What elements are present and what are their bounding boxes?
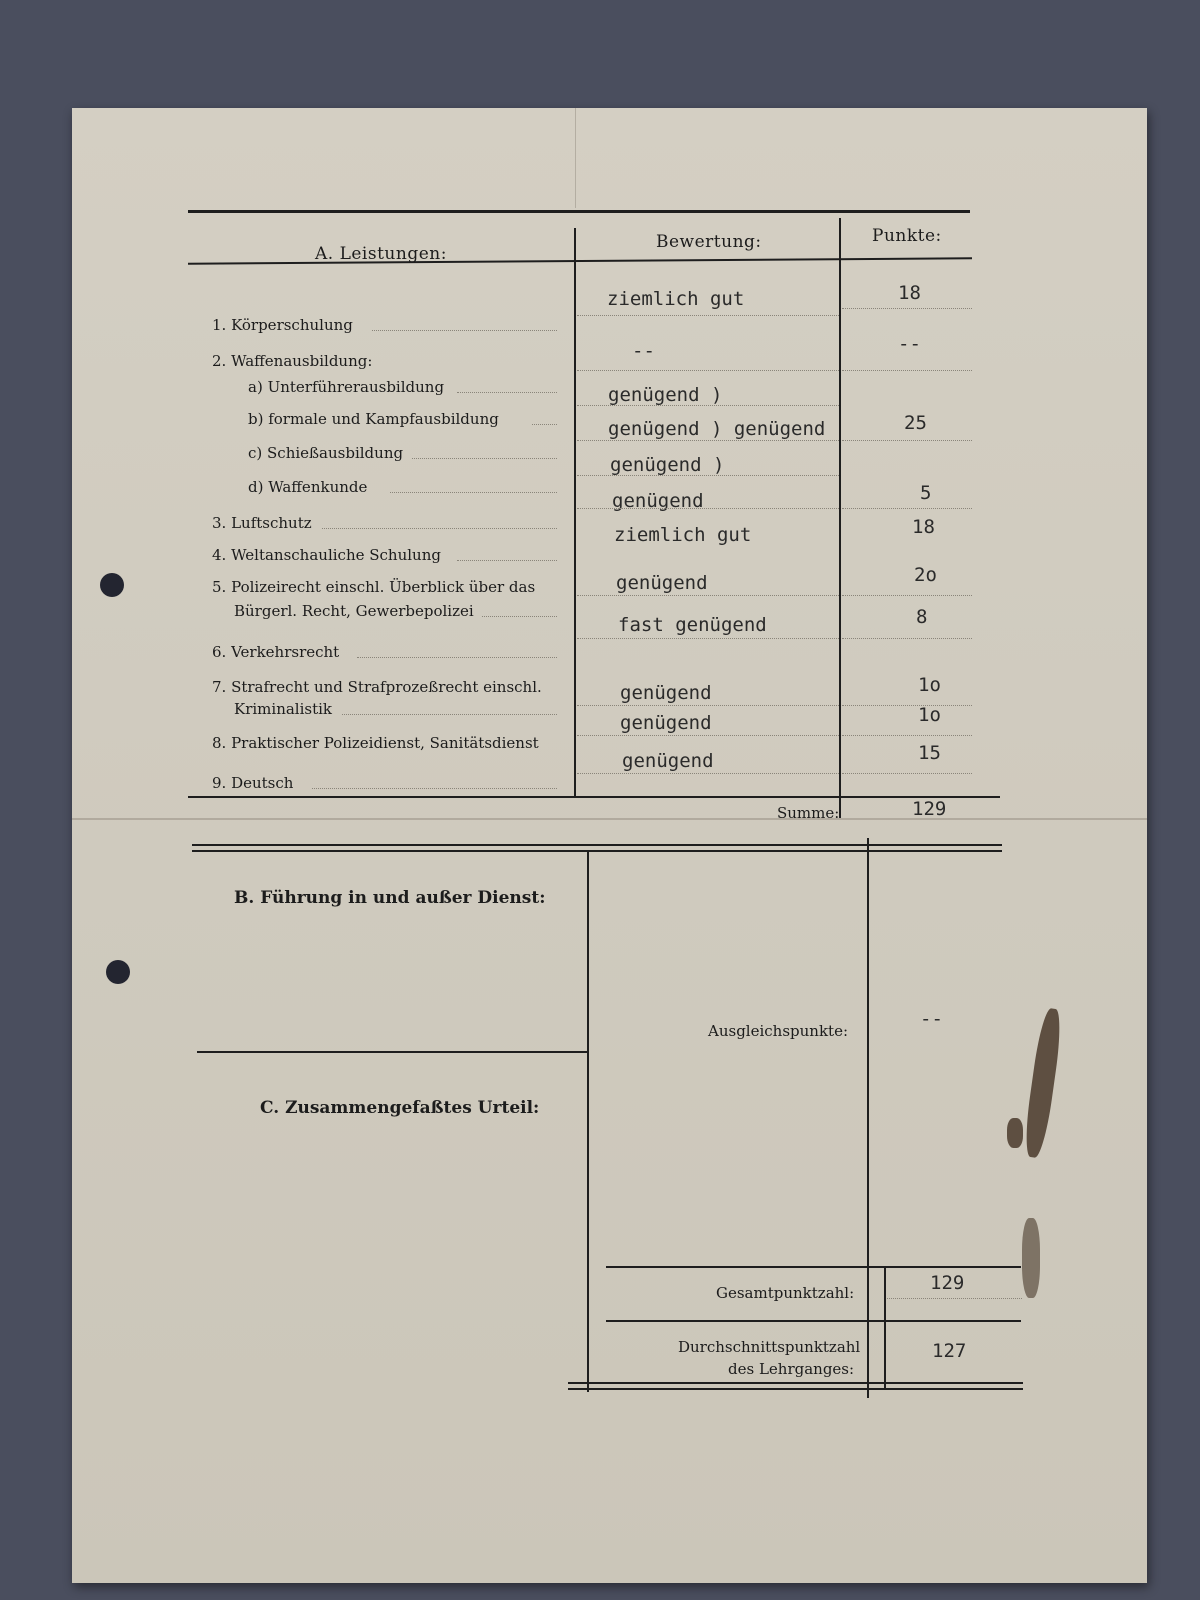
points-value: 18: [912, 516, 935, 538]
item-label: 3. Luftschutz: [212, 514, 312, 532]
section-double-rule: [192, 850, 1002, 852]
durchschnitt-value: 127: [932, 1340, 967, 1362]
dot-leader: [532, 424, 557, 425]
item-label-continued: Kriminalistik: [234, 700, 333, 718]
grade-value: ziemlich gut: [607, 288, 745, 310]
row-rule: [577, 508, 839, 509]
dot-leader: [390, 492, 557, 493]
grade-value: genügend ) genügend: [608, 418, 826, 440]
item-label: 7. Strafrecht und Strafprozeßrecht einschl.: [212, 678, 542, 696]
summe-value: 129: [912, 798, 947, 820]
item-label: 9. Deutsch: [212, 774, 294, 792]
grade-value: genügend: [622, 750, 714, 772]
row-rule: [577, 440, 839, 441]
row-rule: [842, 705, 972, 706]
row-rule: [577, 405, 839, 406]
gesamt-value: 129: [930, 1272, 965, 1294]
row-rule: [842, 595, 972, 596]
table-bottom-double-rule: [568, 1388, 1023, 1390]
durchschnitt-label-line1: Durchschnittspunktzahl: [678, 1338, 861, 1356]
points-value: 5: [920, 482, 932, 504]
points-value: --: [898, 333, 921, 355]
grade-value: genügend ): [610, 454, 725, 476]
dot-leader: [457, 392, 557, 393]
item-label: d) Waffenkunde: [248, 478, 368, 496]
item-label: 1. Körperschulung: [212, 316, 353, 334]
dot-leader: [412, 458, 557, 459]
summe-label: Summe:: [777, 804, 840, 822]
grade-value: genügend ): [608, 384, 723, 406]
item-label: a) Unterführerausbildung: [248, 378, 445, 396]
section-b-rule: [197, 1051, 589, 1053]
row-rule: [842, 735, 972, 736]
column-divider: [574, 228, 576, 798]
punch-hole-icon: [100, 573, 124, 597]
row-rule: [577, 773, 839, 774]
table-bottom-double-rule: [568, 1382, 1023, 1384]
section-c-heading: C. Zusammengefaßtes Urteil:: [260, 1098, 540, 1118]
column-divider: [587, 852, 589, 1392]
column-divider: [867, 838, 869, 1398]
points-value: 15: [918, 742, 941, 764]
row-rule: [842, 370, 972, 371]
header-leistungen: A. Leistungen:: [315, 244, 447, 264]
items-bottom-rule: [188, 796, 1000, 798]
dot-leader: [372, 330, 557, 331]
gesamt-dot-rule: [887, 1298, 1022, 1299]
row-rule: [577, 735, 839, 736]
stain-mark: [1007, 1118, 1023, 1148]
grade-value: ziemlich gut: [614, 524, 752, 546]
row-rule: [842, 308, 972, 309]
table-top-rule: [188, 210, 970, 213]
punch-hole-icon: [106, 960, 130, 984]
dot-leader: [312, 788, 557, 789]
stain-mark: [1022, 1007, 1065, 1159]
grade-value: genügend: [616, 572, 708, 594]
table-header-rule: [188, 257, 972, 264]
item-label-continued: Bürgerl. Recht, Gewerbepolizei: [234, 602, 474, 620]
ausgleich-label: Ausgleichspunkte:: [708, 1022, 848, 1040]
points-value: 1o: [918, 704, 941, 726]
row-rule: [577, 475, 839, 476]
durchschnitt-top-rule: [606, 1320, 1021, 1322]
row-rule: [577, 638, 839, 639]
item-label: 2. Waffenausbildung:: [212, 352, 373, 370]
row-rule: [842, 508, 972, 509]
stain-mark: [1022, 1218, 1040, 1298]
points-value: 1o: [918, 674, 941, 696]
item-label: 5. Polizeirecht einschl. Überblick über das: [212, 578, 536, 596]
grade-value: genügend: [620, 712, 712, 734]
item-label: 8. Praktischer Polizeidienst, Sanitätsdienst: [212, 734, 539, 752]
row-rule: [842, 440, 972, 441]
document-sheet: [72, 108, 1147, 1583]
points-value: 18: [898, 282, 921, 304]
grade-value: --: [632, 340, 655, 362]
dot-leader: [357, 657, 557, 658]
row-rule: [577, 595, 839, 596]
grade-value: fast genügend: [618, 614, 767, 636]
points-value: 8: [916, 606, 928, 628]
header-punkte: Punkte:: [872, 226, 942, 246]
row-rule: [842, 638, 972, 639]
section-b-heading: B. Führung in und außer Dienst:: [234, 888, 546, 908]
paper-fold-horizontal: [72, 818, 1147, 820]
header-bewertung: Bewertung:: [656, 232, 762, 252]
item-label: 6. Verkehrsrecht: [212, 643, 340, 661]
section-double-rule: [192, 844, 1002, 846]
grade-value: genügend: [612, 490, 704, 512]
dot-leader: [322, 528, 557, 529]
dot-leader: [457, 560, 557, 561]
points-value: 25: [904, 412, 927, 434]
ausgleich-value: --: [920, 1008, 943, 1030]
row-rule: [577, 370, 839, 371]
paper-fold-vertical: [575, 108, 576, 208]
grade-value: genügend: [620, 682, 712, 704]
dot-leader: [342, 714, 557, 715]
column-divider: [884, 1268, 886, 1390]
gesamt-top-rule: [606, 1266, 1021, 1268]
gesamt-label: Gesamtpunktzahl:: [716, 1284, 855, 1302]
points-value: 2o: [914, 564, 937, 586]
durchschnitt-label-line2: des Lehrganges:: [728, 1360, 855, 1378]
column-divider: [839, 218, 841, 818]
item-label: c) Schießausbildung: [248, 444, 404, 462]
row-rule: [577, 315, 839, 316]
row-rule: [842, 773, 972, 774]
row-rule: [577, 705, 839, 706]
item-label: 4. Weltanschauliche Schulung: [212, 546, 441, 564]
item-label: b) formale und Kampfausbildung: [248, 410, 499, 428]
dot-leader: [482, 616, 557, 617]
